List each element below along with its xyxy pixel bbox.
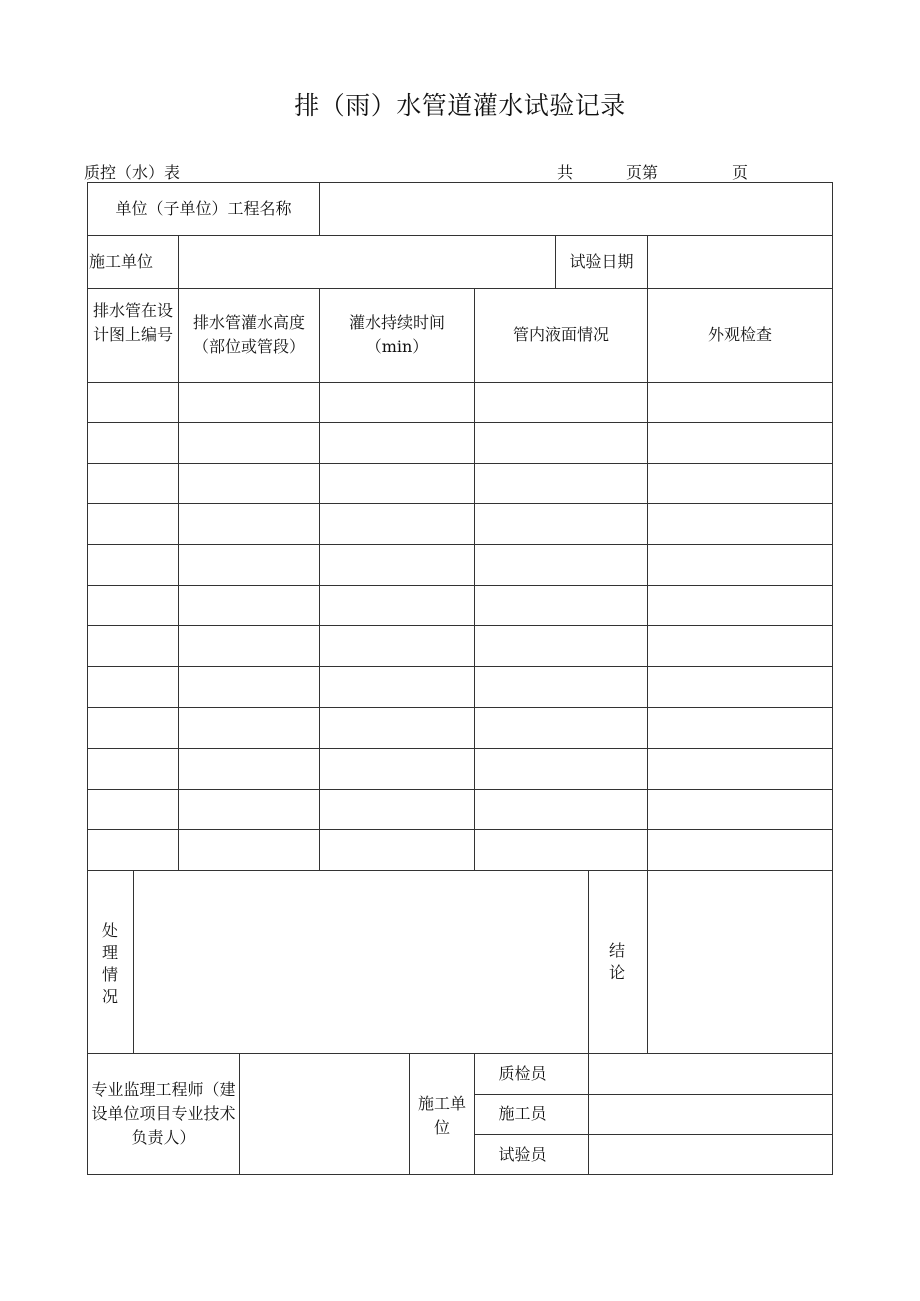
table-cell[interactable] [479,391,643,415]
table-cell[interactable] [479,553,643,577]
table-cell[interactable] [324,512,470,536]
table-cell[interactable] [183,553,315,577]
quality-inspector-label: 质检员 [498,1064,547,1083]
table-cell[interactable] [92,472,174,496]
table-cell[interactable] [183,757,315,781]
table-cell[interactable] [652,431,828,455]
table-cell[interactable] [652,594,828,618]
divider [409,1053,410,1175]
divider [647,288,648,871]
table-cell[interactable] [324,838,470,862]
table-cell[interactable] [479,512,643,536]
table-cell[interactable] [92,512,174,536]
table-cell[interactable] [183,472,315,496]
page-of-label: 页第 [626,163,659,182]
table-cell[interactable] [324,594,470,618]
table-cell[interactable] [479,798,643,822]
table-cell[interactable] [183,512,315,536]
column-header-pipe-number: 排水管在设计图上编号 [92,301,173,344]
divider [588,870,589,1054]
contractor-label: 施工单位 [89,252,154,271]
divider [87,422,833,423]
table-cell[interactable] [324,675,470,699]
table-cell[interactable] [183,675,315,699]
table-cell[interactable] [183,798,315,822]
divider [87,789,833,790]
table-cell[interactable] [652,472,828,496]
table-cell[interactable] [92,553,174,577]
table-cell[interactable] [92,675,174,699]
column-header-liquid-level: 管内液面情况 [512,325,609,344]
table-cell[interactable] [92,757,174,781]
table-cell[interactable] [324,798,470,822]
divider [87,382,833,383]
table-cell[interactable] [652,391,828,415]
table-border-top [87,182,833,183]
divider [87,585,833,586]
table-cell[interactable] [92,716,174,740]
table-cell[interactable] [92,391,174,415]
divider [319,288,320,871]
table-cell[interactable] [92,431,174,455]
table-cell[interactable] [183,391,315,415]
page-title: 排（雨）水管道灌水试验记录 [294,91,626,120]
table-cell[interactable] [324,634,470,658]
divider [87,544,833,545]
table-cell[interactable] [324,431,470,455]
conclusion-label: 结论 [608,941,625,982]
divider [87,707,833,708]
page-end-label: 页 [732,163,749,182]
table-cell[interactable] [92,838,174,862]
divider [87,748,833,749]
table-border-bottom [87,1174,833,1175]
table-cell[interactable] [324,391,470,415]
divider [647,870,648,1054]
table-cell[interactable] [652,757,828,781]
table-cell[interactable] [479,716,643,740]
treatment-label: 处理情况 [101,921,118,1006]
divider [133,870,134,1054]
divider [87,666,833,667]
table-cell[interactable] [479,675,643,699]
table-cell[interactable] [479,472,643,496]
divider [319,182,320,236]
table-cell[interactable] [652,553,828,577]
table-cell[interactable] [479,634,643,658]
divider [87,288,833,289]
table-cell[interactable] [183,594,315,618]
column-header-fill-height: 排水管灌水高度（部位或管段） [192,313,305,356]
table-cell[interactable] [324,472,470,496]
table-cell[interactable] [324,553,470,577]
divider [474,288,475,871]
divider [239,1053,240,1175]
column-header-fill-duration: 灌水持续时间（min） [348,313,445,356]
divider [87,870,833,871]
table-border-left [87,182,88,1175]
table-cell[interactable] [479,838,643,862]
table-cell[interactable] [183,431,315,455]
table-cell[interactable] [479,594,643,618]
table-cell[interactable] [652,838,828,862]
divider [647,235,648,289]
table-cell[interactable] [324,757,470,781]
table-cell[interactable] [479,757,643,781]
form-code: 质控（水）表 [84,163,181,182]
column-header-appearance: 外观检查 [707,325,772,344]
divider [588,1053,589,1175]
constructor-label: 施工员 [498,1104,547,1123]
page-total-label: 共 [557,163,574,182]
project-name-label: 单位（子单位）工程名称 [115,199,292,218]
tester-label: 试验员 [498,1145,547,1164]
table-cell[interactable] [183,634,315,658]
divider [87,463,833,464]
table-cell[interactable] [92,634,174,658]
table-cell[interactable] [183,716,315,740]
divider [474,1134,833,1135]
divider [87,1053,833,1054]
divider [87,503,833,504]
divider [87,235,833,236]
table-cell[interactable] [652,512,828,536]
table-cell[interactable] [324,716,470,740]
table-border-right [832,182,833,1175]
divider [178,235,179,289]
table-cell[interactable] [479,431,643,455]
table-cell[interactable] [92,594,174,618]
divider [87,625,833,626]
table-cell[interactable] [652,716,828,740]
signature-contractor-label: 施工单位 [417,1094,466,1137]
table-cell[interactable] [652,675,828,699]
supervisor-label: 专业监理工程师（建设单位项目专业技术负责人） [91,1080,236,1147]
divider [474,1094,833,1095]
divider [87,829,833,830]
table-cell[interactable] [183,838,315,862]
table-cell[interactable] [652,634,828,658]
table-cell[interactable] [92,798,174,822]
divider [178,288,179,871]
test-date-label: 试验日期 [569,252,634,271]
table-cell[interactable] [652,798,828,822]
